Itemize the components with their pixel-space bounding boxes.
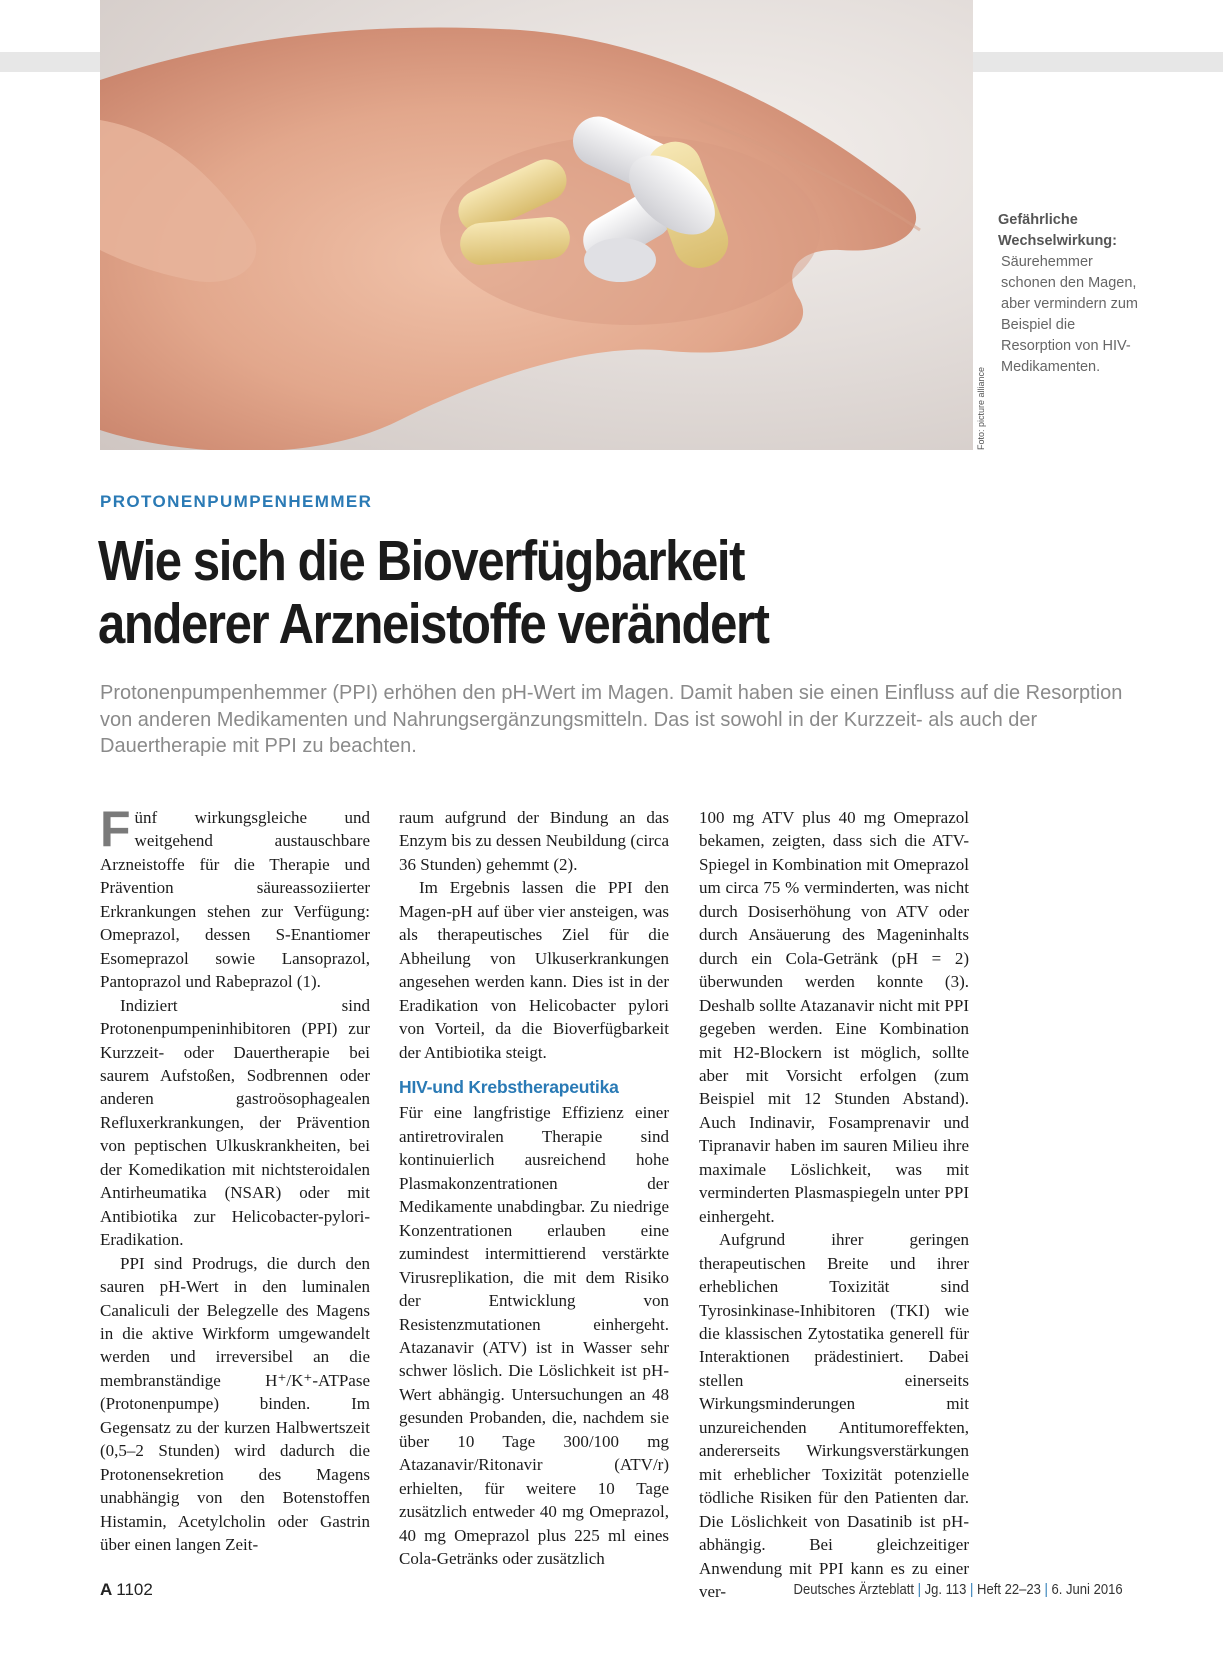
hand-with-pills-illustration (100, 0, 973, 450)
text-column-3 (699, 806, 969, 1603)
caption-body: Säurehemmer schonen den Magen, aber vermindern zum Beispiel die Resorption von HIV-Medikamenten. (1001, 254, 1138, 375)
journal-info (794, 1582, 1123, 1598)
page-number (100, 1580, 153, 1600)
article-headline (98, 530, 1010, 656)
paragraph: Im Ergebnis lassen die PPI den Magen-pH auf über vier ansteigen, was als therapeutisches Ziel für die Abheilung von Ulkuserkrankungen angesehen werden kann. Dies ist in der Eradikation von Helicobacter pylori von Vorteil, da die Bioverfügbarkeit der Antibiotika steigt. (399, 878, 669, 1062)
footer-separator: | (1044, 1582, 1049, 1598)
paragraph: Aufgrund ihrer geringen therapeutischen Breite und ihrer erheblichen Toxizität sind Tyrosinkinase-Inhibitoren (TKI) wie die klassischen Zytostatika generell für Interaktionen prädestiniert. Dabei stellen einerseits Wirkungsminderungen mit unzureichenden Antitumoreffekten, andererseits Wirkungsverstärkungen mit erheblicher Toxizität potenzielle tödliche Risiken für den Patienten dar. Die Löslichkeit von Dasatinib ist pH-abhängig. Bei gleichzeitiger Anwendung mit PPI kann es zu einer ver- (699, 1230, 969, 1601)
paragraph: Indiziert sind Protonenpumpeninhibitoren (PPI) zur Kurzzeit- oder Dauertherapie bei saurem Aufstoßen, Sodbrennen oder anderen gastroösophagealen Refluxerkrankungen, der Prävention von peptischen Ulkuskrankheiten, bei der Komedikation mit nichtsteroidalen Antirheumatika (NSAR) oder mit Antibiotika zur Helicobacter-pylori-Eradikation. (100, 995, 370, 1250)
journal-issue: Heft 22–23 (977, 1582, 1042, 1598)
drop-cap: F (100, 801, 131, 857)
caption-title: Gefährliche Wechselwirkung: (998, 212, 1117, 249)
text-column-2 (399, 806, 669, 1571)
photo-caption (998, 210, 1138, 378)
page-letter: A (100, 1580, 113, 1599)
journal-name: Deutsches Ärzteblatt (793, 1582, 915, 1598)
paragraph: raum aufgrund der Bindung an das Enzym bis zu dessen Neubildung (circa 36 Stunden) gehemmt (2). (399, 808, 669, 874)
footer-separator: | (917, 1582, 922, 1598)
hero-photo (100, 0, 973, 450)
section-subheading: HIV-und Krebstherapeutika (399, 1076, 619, 1097)
paragraph: PPI sind Prodrugs, die durch den sauren pH-Wert in den luminalen Canaliculi der Belegzelle des Magens in die aktive Wirkform umgewandelt werden und irreversibel an die membranständige H⁺/K⁺-ATPase (Protonenpumpe) binden. Im Gegensatz zu der kurzen Halbwertszeit (0,5–2 Stunden) wird dadurch die Protonensekretion des Magens unabhängig von den Botenstoffen Histamin, Acetylcholin oder Gastrin über einen langen Zeit- (100, 1253, 370, 1555)
paragraph: Für eine langfristige Effizienz einer antiretroviralen Therapie sind kontinuierlich ausreichend hohe Plasmakonzentrationen der Medikamente unabdingbar. Zu niedrige Konzentrationen erlauben eine zumindest intermittierend verstärkte Virusreplikation, die mit dem Risiko der Entwicklung von Resistenzmutationen einhergeht. Atazanavir (ATV) ist in Wasser sehr schwer löslich. Die Löslichkeit ist pH-Wert abhängig. Untersuchungen an 48 gesunden Probanden, die, nachdem sie über 10 Tage 300/100 mg Atazanavir/Ritonavir (ATV/r) erhielten, für weitere 10 Tage zusätzlich entweder 40 mg Omeprazol, 40 mg Omeprazol plus 225 ml eines Cola-Getränks oder zusätzlich (399, 1103, 669, 1569)
footer-separator: | (970, 1582, 974, 1598)
paragraph-text: ünf wirkungsgleiche und weitgehend austauschbare Arzneistoffe für die Therapie und Prävention säureassoziierter Erkrankungen stehen zur Verfügung: Omeprazol, dessen S-Enantiomer Esomeprazol sowie Lansoprazol, Pantoprazol und Rabeprazol (1). (100, 808, 370, 992)
paragraph: 100 mg ATV plus 40 mg Omeprazol bekamen, zeigten, dass sich die ATV-Spiegel in Kombination mit Omeprazol um circa 75 % verminderten, was nicht durch Dosiserhöhung von ATV oder durch Ansäuerung des Mageninhalts durch ein Cola-Getränk (pH = 2) überwunden werden konnte (3). Deshalb sollte Atazanavir nicht mit PPI gegeben werden. Eine Kombination mit H2-Blockern ist möglich, sollte aber mit Vorsicht erfolgen (zum Beispiel mit 12 Stunden Abstand). Auch Indinavir, Fosamprenavir und Tipranavir haben im sauren Milieu ihre maximale Löslichkeit, was mit verminderten Plasmaspiegeln unter PPI einhergeht. (699, 808, 969, 1226)
headline-line-2: anderer Arzneistoffe verändert (98, 592, 769, 656)
article-kicker: PROTONENPUMPENHEMMER (100, 492, 373, 511)
page-number-value: 1102 (116, 1580, 153, 1599)
journal-volume: Jg. 113 (924, 1582, 967, 1598)
paragraph (100, 801, 370, 994)
text-column-1 (100, 801, 370, 1557)
photo-credit: Foto: picture alliance (976, 366, 986, 450)
article-lead: Protonenpumpenhemmer (PPI) erhöhen den pH-Wert im Magen. Damit haben sie einen Einfluss auf die Resorption von anderen Medikamenten und Nahrungsergänzungsmitteln. Das ist sowohl in der Kurzzeit- als auch der Dauertherapie mit PPI zu beachten. (100, 682, 1123, 757)
journal-date: 6. Juni 2016 (1051, 1582, 1123, 1598)
headline-line-1: Wie sich die Bioverfügbarkeit (98, 529, 745, 593)
